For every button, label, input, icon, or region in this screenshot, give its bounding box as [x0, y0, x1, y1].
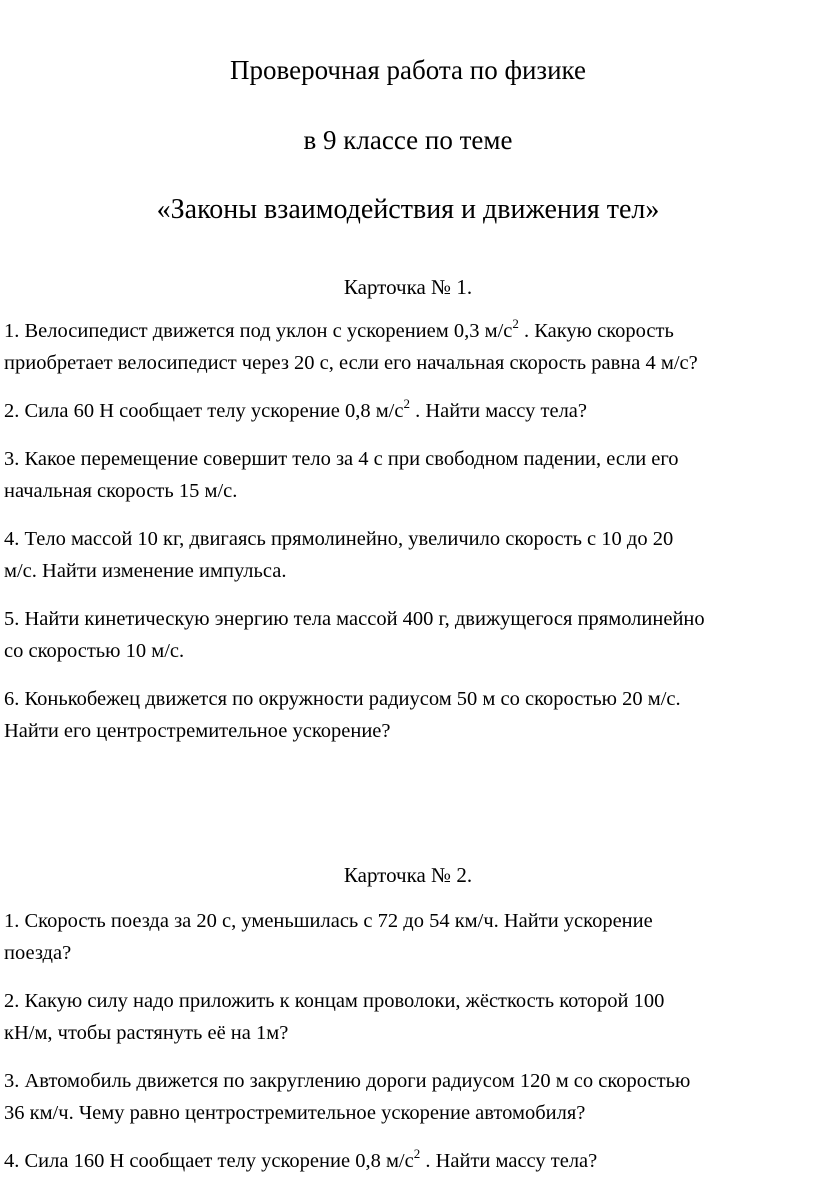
- card-1-question-3: [4, 443, 816, 507]
- question-line: 2. Какую силу надо приложить к концам проволоки, жёсткость которой 100: [4, 990, 665, 1012]
- card-1-question-4: [4, 523, 816, 587]
- question-line: Найти его центростремительное ускорение?: [4, 720, 391, 742]
- question-line: 36 км/ч. Чему равно центростремительное ускорение автомобиля?: [4, 1102, 586, 1124]
- title-line-3: «Законы взаимодействия и движения тел»: [156, 194, 660, 225]
- question-line: кН/м, чтобы растянуть её на 1м?: [4, 1022, 289, 1044]
- question-line: 2. Сила 60 Н сообщает телу ускорение 0,8 $м/с^2$ . Найти массу тела?: [4, 396, 587, 422]
- question-line: начальная скорость 15 м/с.: [4, 480, 238, 502]
- question-line: 4. Тело массой 10 кг, двигаясь прямолинейно, увеличило скорость с 10 до 20: [4, 528, 674, 550]
- title-line-1: Проверочная работа по физике: [230, 55, 586, 85]
- card-1-question-2: [4, 395, 816, 427]
- card-2-question-3: [4, 1065, 816, 1129]
- question-line: со скоростью 10 м/с.: [4, 640, 185, 662]
- question-line: м/с. Найти изменение импульса.: [4, 560, 287, 582]
- question-line: поезда?: [4, 942, 72, 964]
- question-line: 4. Сила 160 Н сообщает телу ускорение 0,8 $м/с^2$ . Найти массу тела?: [4, 1146, 598, 1172]
- card-2-question-1: [4, 905, 816, 969]
- question-line: 5. Найти кинетическую энергию тела массой 400 г, движущегося прямолинейно: [4, 608, 705, 630]
- card-2-heading: Карточка № 2.: [343, 863, 473, 887]
- question-line: 3. Какое перемещение совершит тело за 4 с при свободном падении, если его: [4, 448, 679, 470]
- card-1-question-6: [4, 683, 816, 747]
- superscript: 2: [512, 316, 519, 331]
- title-line-2: в 9 классе по теме: [303, 125, 513, 155]
- question-line: приобретает велосипедист через 20 с, если его начальная скорость равна 4 м/с?: [4, 352, 698, 374]
- card-1-question-1: [4, 315, 816, 379]
- question-line: 1. Велосипедист движется под уклон с ускорением 0,3 $м/с^2$ . Какую скорость: [4, 316, 674, 342]
- question-line: 3. Автомобиль движется по закруглению дороги радиусом 120 м со скоростью: [4, 1070, 691, 1092]
- card-1-question-5: [4, 603, 816, 667]
- card-2-question-2: [4, 985, 816, 1049]
- card-1-heading: Карточка № 1.: [343, 275, 473, 299]
- superscript: 2: [413, 1146, 421, 1161]
- question-line: 1. Скорость поезда за 20 с, уменьшилась с 72 до 54 км/ч. Найти ускорение: [4, 910, 653, 932]
- question-line: 6. Конькобежец движется по окружности радиусом 50 м со скоростью 20 м/с.: [4, 688, 681, 710]
- card-2-question-4: [4, 1145, 816, 1177]
- superscript: 2: [403, 396, 410, 411]
